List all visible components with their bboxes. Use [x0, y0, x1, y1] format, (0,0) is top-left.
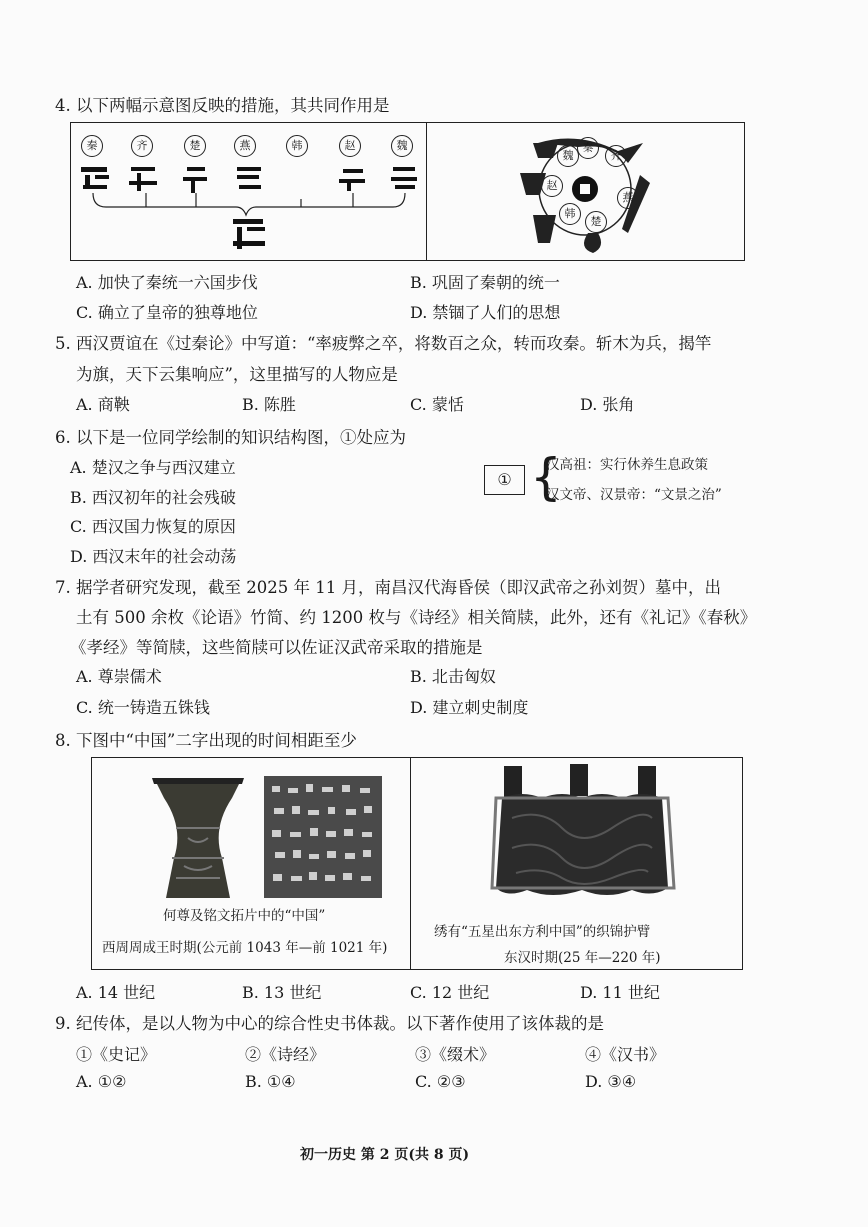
- left-caption-2: 西周周成王时期(公元前 1043 年—前 1021 年): [102, 940, 388, 956]
- q4-figure: [70, 122, 745, 261]
- q8-stem: 8. 下图中“中国”二字出现的时间相距至少: [55, 731, 357, 750]
- left-caption-1: 何尊及铭文拓片中的“中国”: [163, 908, 326, 924]
- right-caption-2: 东汉时期(25 年—220 年): [504, 950, 661, 966]
- q8-option-c: C. 12 世纪: [410, 983, 490, 1002]
- q6-option-c: C. 西汉国力恢复的原因: [70, 517, 236, 536]
- he-zun-vessel-and-rubbing: [92, 758, 410, 908]
- q4-stem: 4. 以下两幅示意图反映的措施，其共同作用是: [55, 96, 390, 115]
- state-label: 燕: [234, 135, 256, 157]
- q5-option-b: B. 陈胜: [242, 395, 296, 414]
- q9-option-d: D. ③④: [585, 1072, 637, 1091]
- coin-state-label: 楚: [585, 211, 607, 233]
- knowledge-map-marker: ①: [484, 465, 525, 495]
- q9-book-1: ①《史记》: [76, 1045, 157, 1064]
- figure-divider: [426, 123, 427, 260]
- q6-option-b: B. 西汉初年的社会残破: [70, 488, 236, 507]
- knowledge-map-line2: 汉文帝、汉景帝：“文景之治”: [546, 487, 722, 503]
- coin-state-label: 魏: [557, 145, 579, 167]
- state-label: 齐: [131, 135, 153, 157]
- coin-state-label: 赵: [541, 175, 563, 197]
- page-footer: 初一历史 第 2 页(共 8 页): [300, 1147, 470, 1163]
- q7-option-a: A. 尊崇儒术: [76, 667, 162, 686]
- q7-stem-line3: 《孝经》等简牍，这些简牍可以佐证汉武帝采取的措施是: [70, 638, 483, 657]
- q5-stem-line2: 为旗，天下云集响应”，这里描写的人物应是: [76, 365, 398, 384]
- seal-script-glyphs: [81, 167, 417, 193]
- script-variants-graphic: [71, 123, 426, 260]
- coin-state-label: 韩: [559, 203, 581, 225]
- q9-book-3: ③《缀术》: [415, 1045, 496, 1064]
- right-caption-1: 绣有“五星出东方利中国”的织锦护臂: [434, 924, 651, 940]
- q7-stem-line1: 7. 据学者研究发现，截至 2025 年 11 月，南昌汉代海昏侯（即汉武帝之孙刘贺）墓中，出: [55, 578, 721, 597]
- q5-stem-line1: 5. 西汉贾谊在《过秦论》中写道：“率疲弊之卒，将数百之众，转而攻秦。斩木为兵，揭竿: [55, 334, 712, 353]
- q8-option-a: A. 14 世纪: [76, 983, 156, 1002]
- q9-stem: 9. 纪传体，是以人物为中心的综合性史书体裁。以下著作使用了该体裁的是: [55, 1014, 604, 1033]
- q5-option-d: D. 张角: [580, 395, 635, 414]
- unified-seal-glyph: [233, 219, 265, 249]
- q7-option-d: D. 建立刺史制度: [410, 698, 529, 717]
- q8-option-b: B. 13 世纪: [242, 983, 322, 1002]
- q4-option-d: D. 禁锢了人们的思想: [410, 303, 561, 322]
- q9-option-c: C. ②③: [415, 1072, 466, 1091]
- state-label: 赵: [339, 135, 361, 157]
- state-label: 秦: [81, 135, 103, 157]
- figure-divider: [410, 758, 411, 969]
- coin-state-label: 齐: [605, 145, 627, 167]
- coin-state-label: 燕: [617, 187, 639, 209]
- q9-book-2: ②《诗经》: [245, 1045, 326, 1064]
- q7-option-c: C. 统一铸造五铢钱: [76, 698, 210, 717]
- state-label: 楚: [184, 135, 206, 157]
- q5-option-c: C. 蒙恬: [410, 395, 464, 414]
- knowledge-map-brace: {: [530, 448, 562, 506]
- brocade-armguard: [412, 758, 742, 908]
- q8-figure: [91, 757, 743, 970]
- q8-option-d: D. 11 世纪: [580, 983, 660, 1002]
- state-label: 韩: [286, 135, 308, 157]
- q6-option-a: A. 楚汉之争与西汉建立: [70, 458, 236, 477]
- q4-option-b: B. 巩固了秦朝的统一: [410, 273, 560, 292]
- q6-option-d: D. 西汉末年的社会动荡: [70, 547, 237, 566]
- q4-option-a: A. 加快了秦统一六国步伐: [76, 273, 258, 292]
- q6-stem: 6. 以下是一位同学绘制的知识结构图，①处应为: [55, 428, 406, 447]
- q7-option-b: B. 北击匈奴: [410, 667, 496, 686]
- q9-option-b: B. ①④: [245, 1072, 296, 1091]
- q7-stem-line2: 土有 500 余枚《论语》竹简、约 1200 枚与《诗经》相关简牍，此外，还有《礼记》《春秋》: [76, 608, 757, 627]
- knowledge-map-line1: 汉高祖：实行休养生息政策: [546, 457, 708, 473]
- state-label: 魏: [391, 135, 413, 157]
- coin-state-label: 秦: [577, 137, 599, 159]
- q4-option-c: C. 确立了皇帝的独尊地位: [76, 303, 258, 322]
- q9-option-a: A. ①②: [76, 1072, 127, 1091]
- q9-book-4: ④《汉书》: [585, 1045, 666, 1064]
- q5-option-a: A. 商鞅: [76, 395, 130, 414]
